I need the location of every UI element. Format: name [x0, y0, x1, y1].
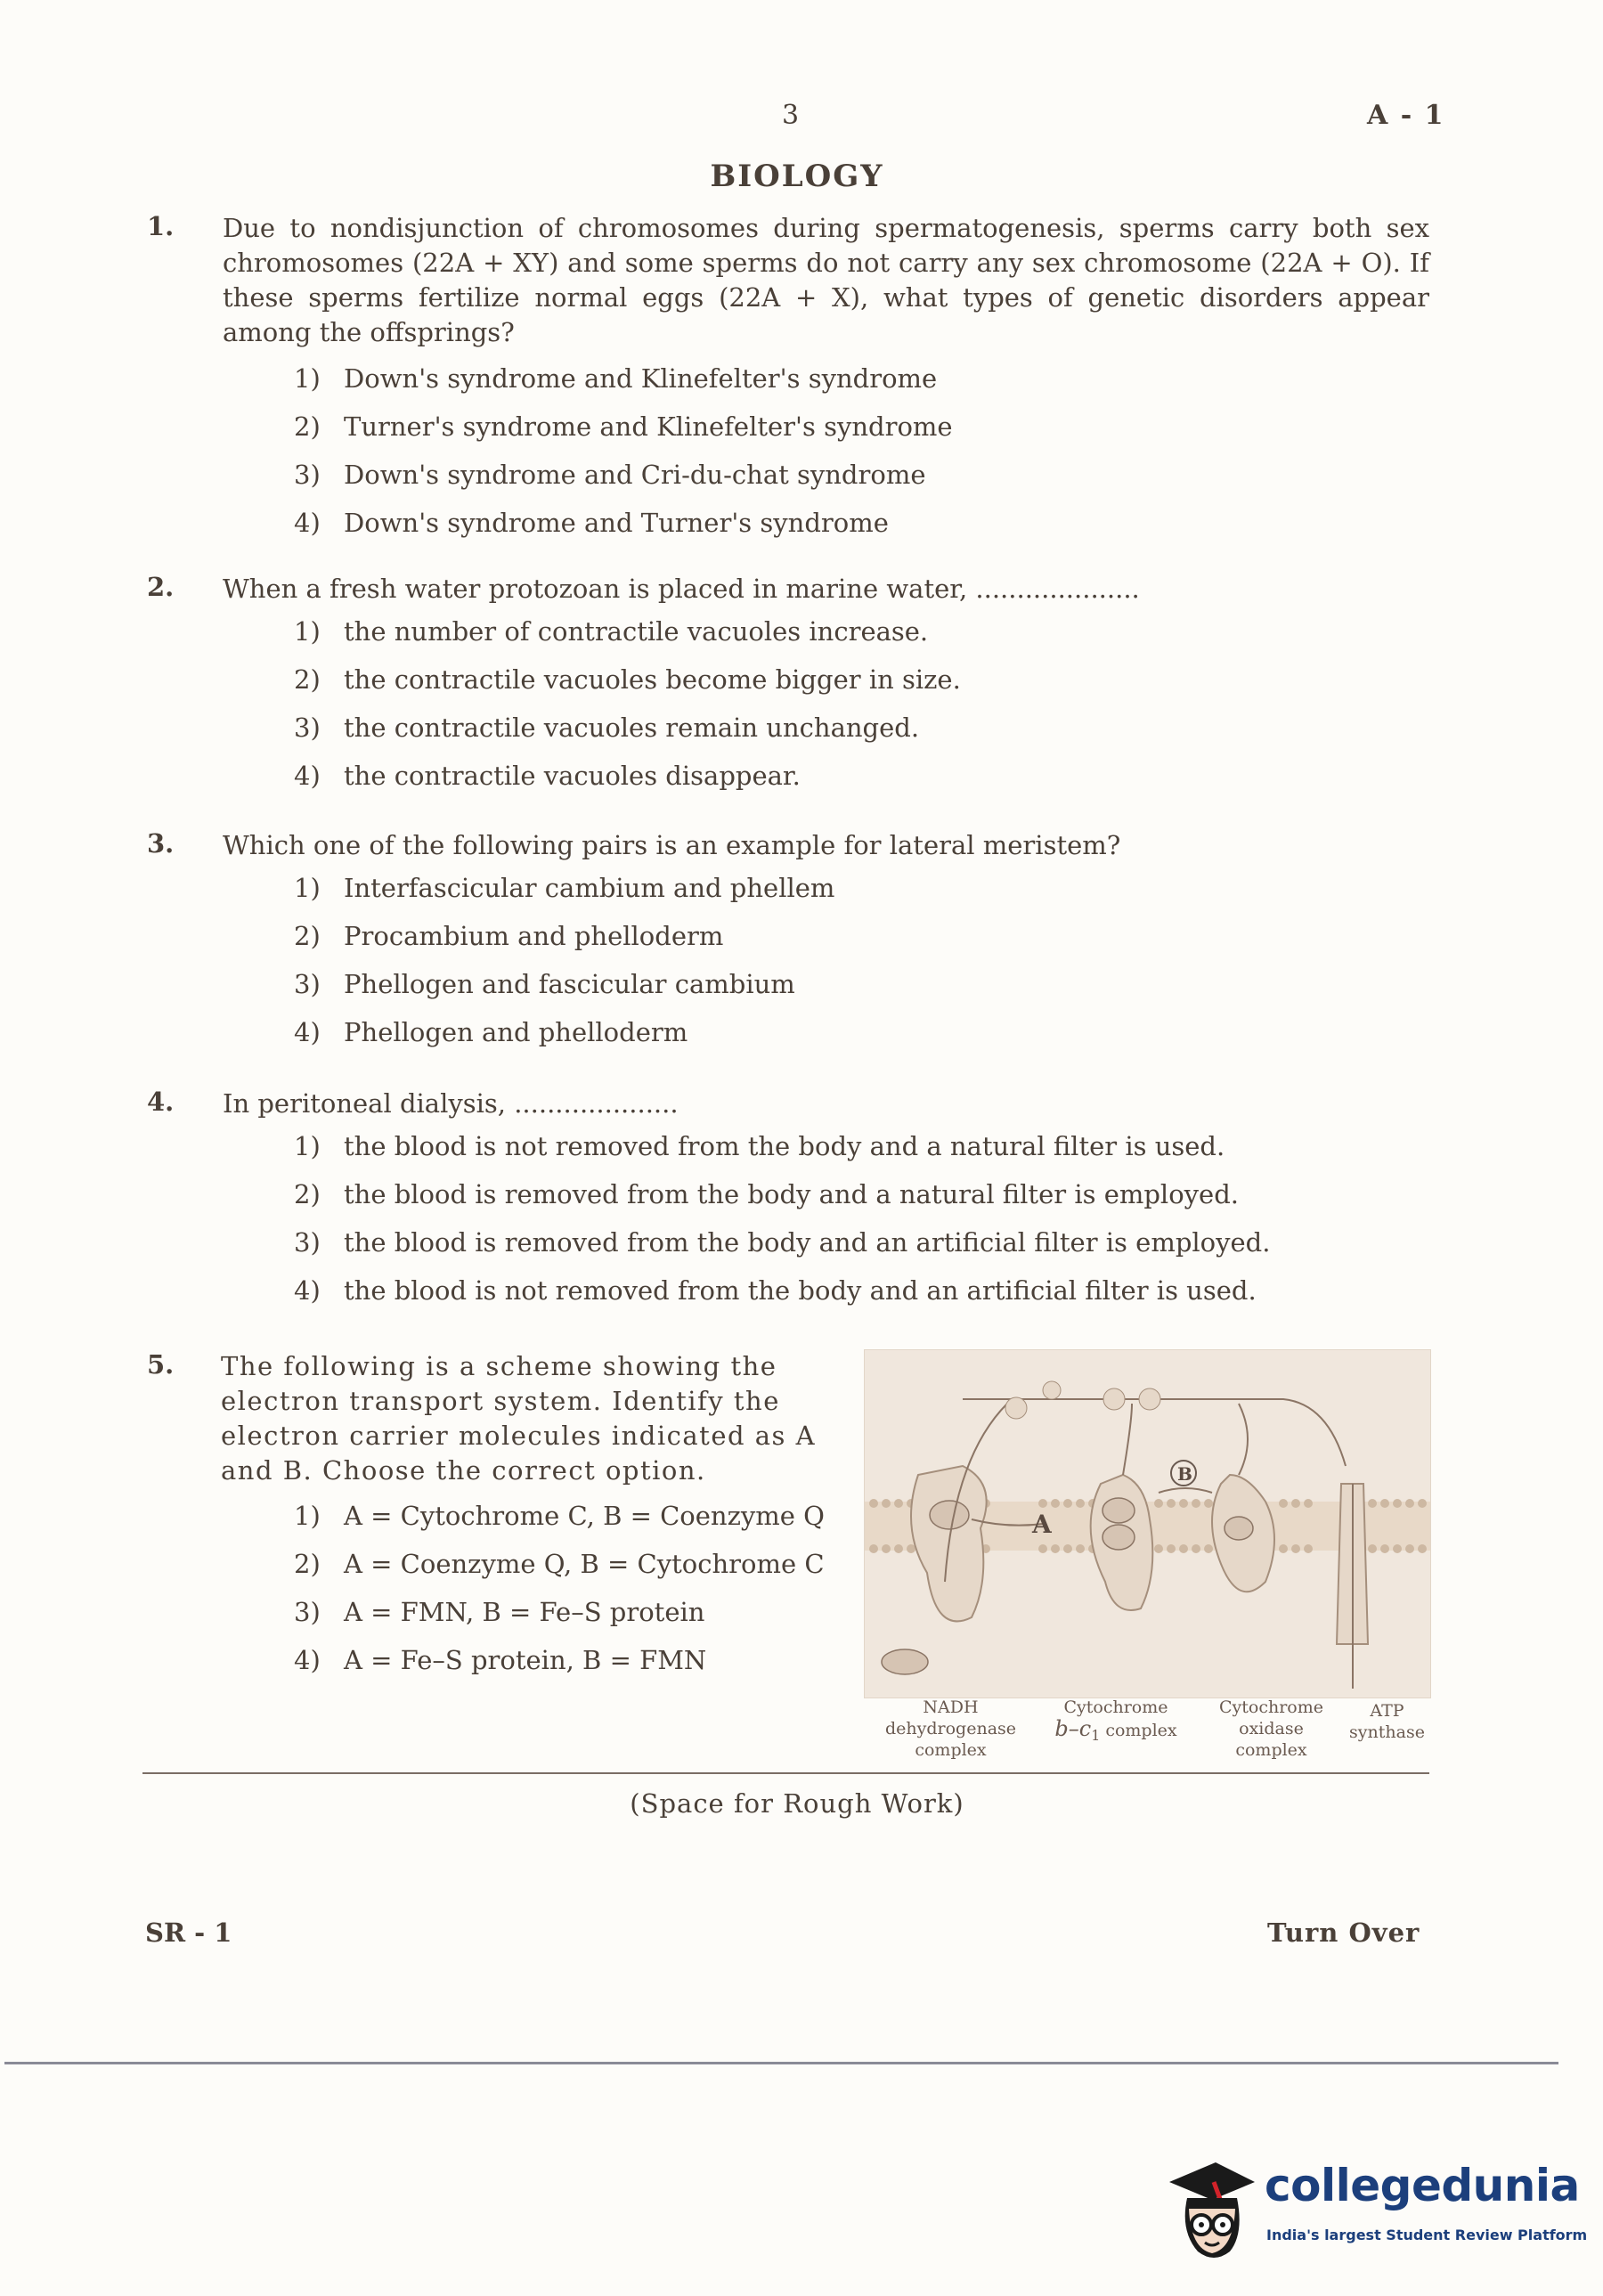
label-cytochrome-oxidase: Cytochrome oxidase complex — [1218, 1698, 1323, 1760]
question-text: Due to nondisjunction of chromosomes during spermatogenesis, sperms carry both sex chromosomes (22A + XY) and some sperms do not carry any sex chromosome (22A + O). If these sperms fertilize normal eggs (22A + X), what types of genetic disorders appear among the offsprings? — [223, 213, 1429, 347]
option-4[interactable]: 4) Down's syndrome and Turner's syndrome — [294, 508, 889, 538]
option-1[interactable]: 1) the number of contractile vacuoles increase. — [294, 616, 929, 647]
question-text: The following is a scheme showing the electron transport system. Identify the electron carrier molecules indicated as A and B. Choose the correct option. — [221, 1351, 817, 1486]
option-1[interactable]: 1) Down's syndrome and Klinefelter's syndrome — [294, 363, 938, 394]
collegedunia-mascot-icon — [1162, 2146, 1262, 2271]
question-text: In peritoneal dialysis, .................... — [223, 1088, 679, 1119]
option-2[interactable]: 2) the blood is removed from the body and a natural filter is employed. — [294, 1179, 1239, 1209]
option-4[interactable]: 4) A = Fe–S protein, B = FMN — [294, 1645, 707, 1675]
collegedunia-tagline: India's largest Student Review Platform — [1266, 2227, 1588, 2243]
option-3[interactable]: 3) A = FMN, B = Fe–S protein — [294, 1597, 705, 1627]
option-1[interactable]: 1) the blood is not removed from the body and a natural filter is used. — [294, 1131, 1225, 1161]
rough-work-note: (Space for Rough Work) — [630, 1788, 964, 1819]
question-number: 5. — [147, 1349, 175, 1380]
options-list — [294, 1492, 825, 1684]
page-number: 3 — [782, 100, 800, 131]
page-bottom-edge — [4, 2062, 1558, 2064]
question-number: 1. — [147, 211, 175, 241]
electron-transport-diagram — [864, 1349, 1431, 1698]
option-3[interactable]: 3) Phellogen and fascicular cambium — [294, 969, 795, 999]
etc-schematic — [865, 1350, 1430, 1698]
options-list — [294, 1122, 1270, 1315]
option-3[interactable]: 3) the blood is removed from the body and an artificial filter is employed. — [294, 1227, 1271, 1258]
options-list — [294, 354, 953, 547]
option-2[interactable]: 2) A = Coenzyme Q, B = Cytochrome C — [294, 1549, 825, 1579]
question-number: 2. — [147, 572, 175, 602]
option-4[interactable]: 4) Phellogen and phelloderm — [294, 1017, 688, 1047]
options-list — [294, 607, 961, 800]
paper-code: A - 1 — [1367, 100, 1445, 131]
option-4[interactable]: 4) the contractile vacuoles disappear. — [294, 761, 801, 791]
options-list — [294, 864, 834, 1056]
question-text: Which one of the following pairs is an example for lateral meristem? — [223, 830, 1121, 860]
option-4[interactable]: 4) the blood is not removed from the body and an artificial filter is used. — [294, 1275, 1257, 1306]
option-3[interactable]: 3) Down's syndrome and Cri-du-chat syndrome — [294, 460, 926, 490]
subject-title: BIOLOGY — [710, 159, 884, 194]
question-text: When a fresh water protozoan is placed in marine water, .................... — [223, 574, 1140, 604]
turn-over-note: Turn Over — [1267, 1917, 1420, 1948]
option-3[interactable]: 3) the contractile vacuoles remain unchanged. — [294, 712, 920, 743]
marker-a: A — [1032, 1510, 1052, 1539]
label-atp-synthase: ATP synthase — [1349, 1701, 1425, 1742]
question-number: 3. — [147, 828, 175, 859]
label-cytochrome-bc1: Cytochrome $b-c_1$ complex — [1054, 1698, 1177, 1744]
option-2[interactable]: 2) the contractile vacuoles become bigger in size. — [294, 664, 961, 695]
option-1[interactable]: 1) Interfascicular cambium and phellem — [294, 873, 835, 903]
option-2[interactable]: 2) Procambium and phelloderm — [294, 921, 724, 951]
question-number: 4. — [147, 1087, 175, 1117]
label-nadh-dehydrogenase: NADH dehydrogenase complex — [884, 1698, 1017, 1760]
separator-line — [142, 1772, 1429, 1774]
diagram-labels — [855, 1697, 1434, 1768]
marker-b: B — [1177, 1463, 1192, 1485]
option-2[interactable]: 2) Turner's syndrome and Klinefelter's syndrome — [294, 411, 953, 442]
series-code: SR - 1 — [145, 1917, 232, 1948]
collegedunia-brand: collegedunia — [1265, 2160, 1580, 2211]
option-1[interactable]: 1) A = Cytochrome C, B = Coenzyme Q — [294, 1501, 825, 1531]
